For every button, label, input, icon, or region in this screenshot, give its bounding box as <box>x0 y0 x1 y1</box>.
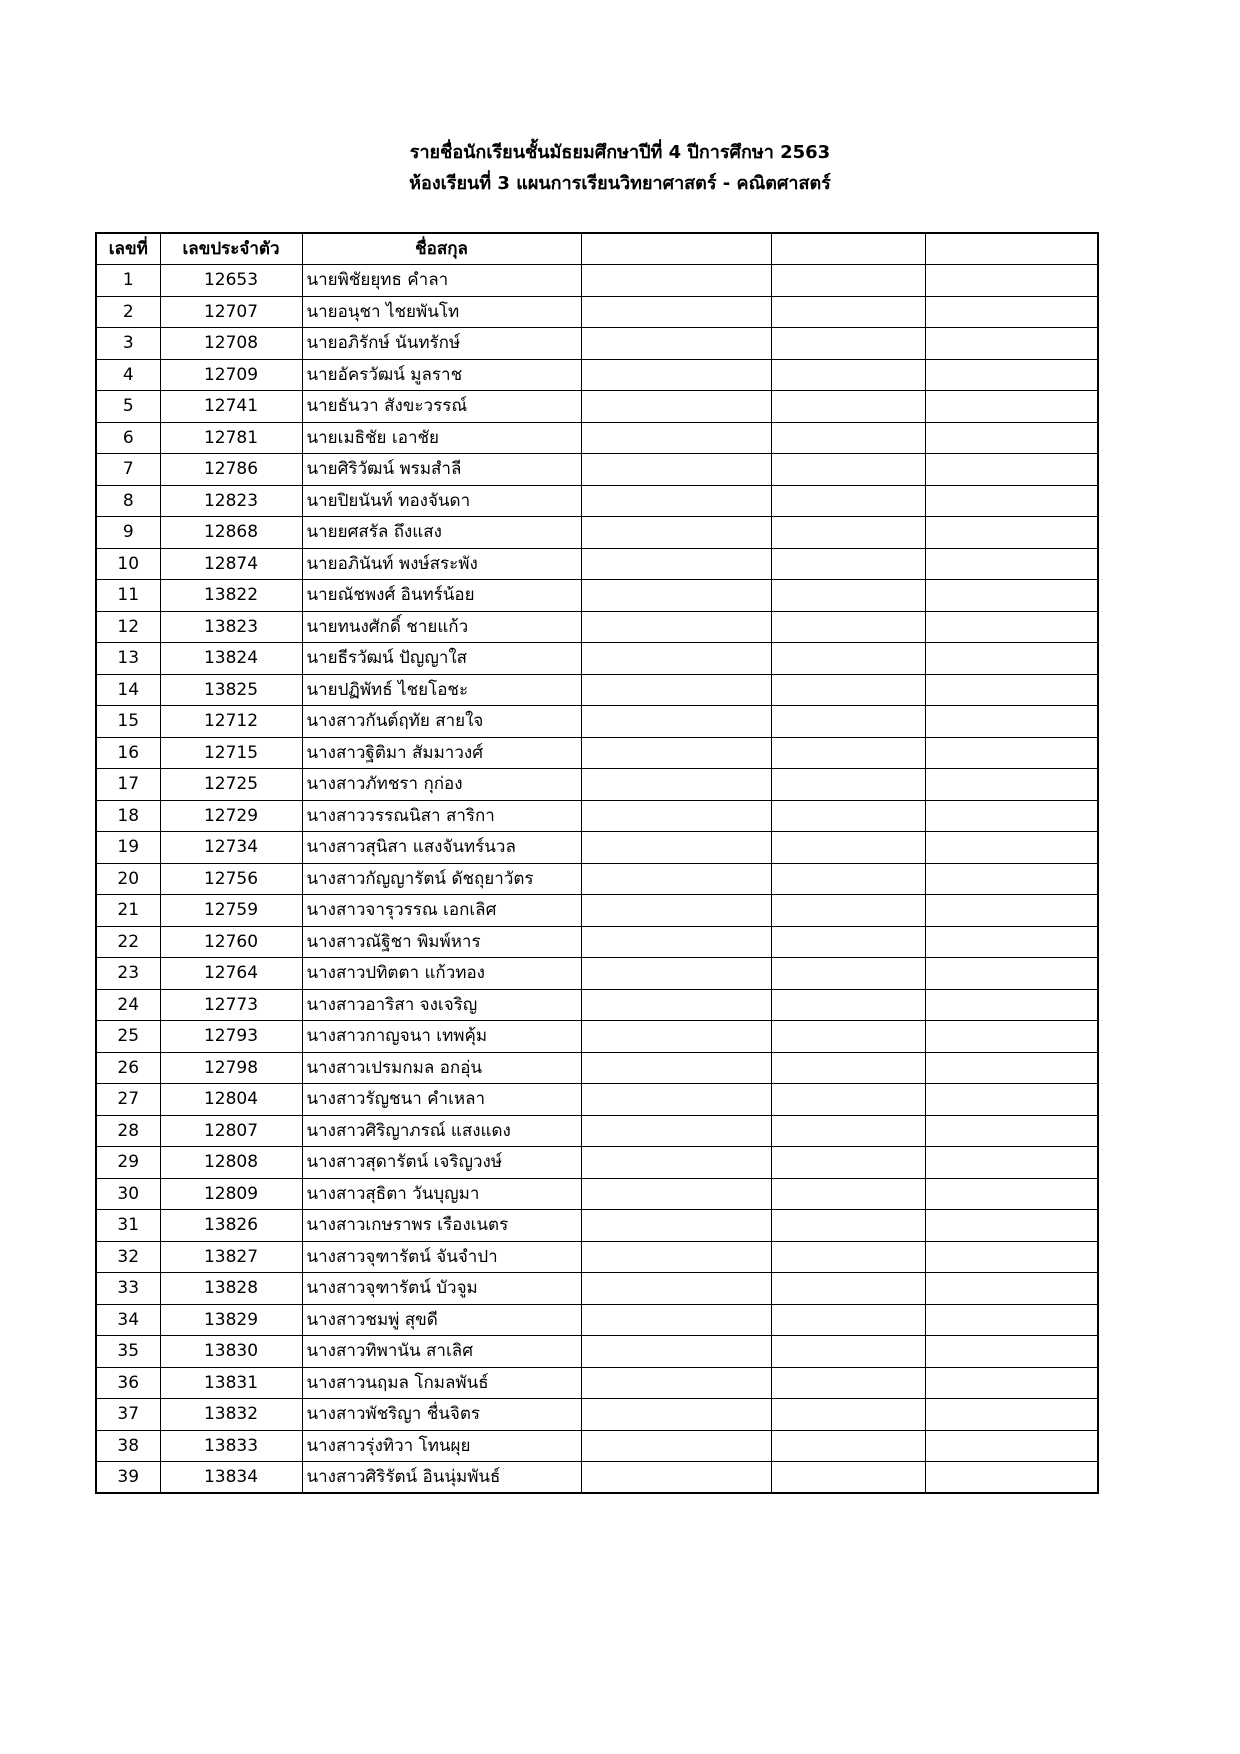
blank-cell <box>771 1336 925 1368</box>
student-id-cell: 12725 <box>160 769 302 801</box>
blank-cell <box>925 1462 1098 1494</box>
blank-cell <box>771 422 925 454</box>
table-row <box>96 1021 1098 1053</box>
student-name-cell: นางสาววรรณนิสา สาริกา <box>302 800 581 832</box>
student-id-cell: 13830 <box>160 1336 302 1368</box>
blank-cell <box>771 1021 925 1053</box>
blank-cell <box>925 737 1098 769</box>
blank-cell <box>925 863 1098 895</box>
row-number-cell: 20 <box>96 863 160 895</box>
row-number-cell: 10 <box>96 548 160 580</box>
table-row <box>96 832 1098 864</box>
blank-cell <box>581 580 771 612</box>
table-row <box>96 1462 1098 1494</box>
blank-cell <box>925 800 1098 832</box>
blank-cell <box>925 1304 1098 1336</box>
blank-cell <box>581 863 771 895</box>
blank-cell <box>581 643 771 675</box>
table-row <box>96 611 1098 643</box>
student-name-cell: นางสาวศิริญาภรณ์ แสงแดง <box>302 1115 581 1147</box>
blank-cell <box>581 454 771 486</box>
student-name-cell: นางสาวสุธิตา วันบุญมา <box>302 1178 581 1210</box>
student-name-cell: นางสาวภัทชรา กุก่อง <box>302 769 581 801</box>
row-number-cell: 25 <box>96 1021 160 1053</box>
student-name-cell: นายปฏิพัทธ์ ไชยโอชะ <box>302 674 581 706</box>
row-number-cell: 18 <box>96 800 160 832</box>
blank-cell <box>581 391 771 423</box>
table-row <box>96 485 1098 517</box>
student-id-cell: 12874 <box>160 548 302 580</box>
blank-cell <box>771 1147 925 1179</box>
student-id-cell: 12759 <box>160 895 302 927</box>
blank-cell <box>581 1147 771 1179</box>
student-name-cell: นายณัชพงศ์ อินทร์น้อย <box>302 580 581 612</box>
blank-cell <box>925 1399 1098 1431</box>
blank-cell <box>581 422 771 454</box>
blank-cell <box>581 800 771 832</box>
row-number-cell: 33 <box>96 1273 160 1305</box>
row-number-cell: 7 <box>96 454 160 486</box>
student-id-cell: 12808 <box>160 1147 302 1179</box>
student-id-cell: 12734 <box>160 832 302 864</box>
row-number-cell: 13 <box>96 643 160 675</box>
student-name-cell: นางสาวกัญญารัตน์ ดัชถุยาวัตร <box>302 863 581 895</box>
row-number-cell: 38 <box>96 1430 160 1462</box>
student-id-cell: 13832 <box>160 1399 302 1431</box>
table-row <box>96 863 1098 895</box>
row-number-cell: 2 <box>96 296 160 328</box>
blank-cell <box>581 1304 771 1336</box>
row-number-cell: 24 <box>96 989 160 1021</box>
blank-cell <box>771 454 925 486</box>
table-row <box>96 800 1098 832</box>
blank-cell <box>581 1399 771 1431</box>
document-title: รายชื่อนักเรียนชั้นมัธยมศึกษาปีที่ 4 ปีการศึกษา 2563 <box>409 142 831 163</box>
student-id-cell: 12804 <box>160 1084 302 1116</box>
student-id-cell: 12823 <box>160 485 302 517</box>
student-name-cell: นางสาวรัญชนา คำเหลา <box>302 1084 581 1116</box>
blank-cell <box>925 1210 1098 1242</box>
blank-cell <box>771 769 925 801</box>
blank-cell <box>581 958 771 990</box>
row-number-cell: 12 <box>96 611 160 643</box>
student-name-cell: นางสาวสุนิสา แสงจันทร์นวล <box>302 832 581 864</box>
blank-cell <box>581 1115 771 1147</box>
blank-cell <box>771 643 925 675</box>
blank-cell <box>771 989 925 1021</box>
student-id-cell: 13829 <box>160 1304 302 1336</box>
blank-cell <box>581 832 771 864</box>
table-row <box>96 454 1098 486</box>
blank-cell <box>925 674 1098 706</box>
student-name-cell: นางสาวนฤมล โกมลพันธ์ <box>302 1367 581 1399</box>
student-id-cell: 13824 <box>160 643 302 675</box>
header-student-id: เลขประจำตัว <box>160 233 302 265</box>
student-name-cell: นางสาวสุดารัตน์ เจริญวงษ์ <box>302 1147 581 1179</box>
blank-cell <box>771 706 925 738</box>
row-number-cell: 19 <box>96 832 160 864</box>
row-number-cell: 28 <box>96 1115 160 1147</box>
row-number-cell: 22 <box>96 926 160 958</box>
row-number-cell: 26 <box>96 1052 160 1084</box>
student-name-cell: นางสาวรุ่งทิวา โทนผุย <box>302 1430 581 1462</box>
row-number-cell: 16 <box>96 737 160 769</box>
blank-cell <box>771 1399 925 1431</box>
blank-cell <box>581 1336 771 1368</box>
table-row <box>96 580 1098 612</box>
table-row <box>96 737 1098 769</box>
student-name-cell: นางสาวปทิตตา แก้วทอง <box>302 958 581 990</box>
student-id-cell: 13826 <box>160 1210 302 1242</box>
row-number-cell: 29 <box>96 1147 160 1179</box>
student-id-cell: 12793 <box>160 1021 302 1053</box>
row-number-cell: 23 <box>96 958 160 990</box>
table-row <box>96 517 1098 549</box>
blank-cell <box>581 296 771 328</box>
table-row <box>96 1084 1098 1116</box>
blank-cell <box>925 706 1098 738</box>
blank-cell <box>925 580 1098 612</box>
row-number-cell: 39 <box>96 1462 160 1494</box>
blank-cell <box>771 926 925 958</box>
student-name-cell: นายศิริวัฒน์ พรมสำลี <box>302 454 581 486</box>
row-number-cell: 31 <box>96 1210 160 1242</box>
blank-cell <box>925 296 1098 328</box>
row-number-cell: 3 <box>96 328 160 360</box>
blank-cell <box>925 454 1098 486</box>
row-number-cell: 27 <box>96 1084 160 1116</box>
blank-cell <box>771 485 925 517</box>
table-row <box>96 359 1098 391</box>
blank-cell <box>581 359 771 391</box>
table-row <box>96 769 1098 801</box>
blank-cell <box>581 737 771 769</box>
student-id-cell: 12729 <box>160 800 302 832</box>
table-row <box>96 1115 1098 1147</box>
blank-cell <box>925 422 1098 454</box>
blank-cell <box>925 1178 1098 1210</box>
blank-cell <box>771 391 925 423</box>
table-row <box>96 1147 1098 1179</box>
student-id-cell: 12773 <box>160 989 302 1021</box>
blank-cell <box>925 391 1098 423</box>
blank-cell <box>925 485 1098 517</box>
blank-cell <box>925 517 1098 549</box>
blank-cell <box>771 737 925 769</box>
blank-cell <box>771 611 925 643</box>
blank-cell <box>581 1367 771 1399</box>
blank-cell <box>771 800 925 832</box>
row-number-cell: 34 <box>96 1304 160 1336</box>
document-subtitle: ห้องเรียนที่ 3 แผนการเรียนวิทยาศาสตร์ - คณิตศาสตร์ <box>409 173 831 194</box>
blank-cell <box>581 265 771 297</box>
blank-cell <box>771 1304 925 1336</box>
blank-cell <box>581 1052 771 1084</box>
student-name-cell: นายปิยนันท์ ทองจันดา <box>302 485 581 517</box>
student-id-cell: 12709 <box>160 359 302 391</box>
student-id-cell: 13831 <box>160 1367 302 1399</box>
blank-cell <box>771 328 925 360</box>
student-name-cell: นางสาวอาริสา จงเจริญ <box>302 989 581 1021</box>
blank-cell <box>925 548 1098 580</box>
student-name-cell: นางสาวกาญจนา เทพคุ้ม <box>302 1021 581 1053</box>
student-name-cell: นายอัครวัฒน์ มูลราช <box>302 359 581 391</box>
student-name-cell: นางสาวจารุวรรณ เอกเลิศ <box>302 895 581 927</box>
blank-cell <box>925 265 1098 297</box>
blank-cell <box>581 548 771 580</box>
row-number-cell: 17 <box>96 769 160 801</box>
student-name-cell: นางสาวพัชริญา ชื่นจิตร <box>302 1399 581 1431</box>
blank-cell <box>771 863 925 895</box>
blank-cell <box>925 1273 1098 1305</box>
header-number: เลขที่ <box>96 233 160 265</box>
student-name-cell: นายทนงศักดิ์ ชายแก้ว <box>302 611 581 643</box>
student-id-cell: 13825 <box>160 674 302 706</box>
blank-cell <box>925 1241 1098 1273</box>
row-number-cell: 8 <box>96 485 160 517</box>
blank-cell <box>925 989 1098 1021</box>
blank-cell <box>925 1147 1098 1179</box>
table-row <box>96 1336 1098 1368</box>
blank-cell <box>771 580 925 612</box>
student-id-cell: 12868 <box>160 517 302 549</box>
blank-cell <box>581 989 771 1021</box>
blank-cell <box>925 1021 1098 1053</box>
blank-cell <box>771 832 925 864</box>
blank-cell <box>771 1430 925 1462</box>
blank-cell <box>925 1052 1098 1084</box>
table-row <box>96 265 1098 297</box>
blank-cell <box>581 1178 771 1210</box>
blank-cell <box>771 1241 925 1273</box>
blank-cell <box>925 832 1098 864</box>
blank-cell <box>581 926 771 958</box>
student-name-cell: นางสาวฐิติมา สัมมาวงศ์ <box>302 737 581 769</box>
table-row <box>96 1241 1098 1273</box>
student-name-cell: นางสาวกันต์ฤทัย สายใจ <box>302 706 581 738</box>
blank-cell <box>581 1021 771 1053</box>
blank-cell <box>771 265 925 297</box>
header-full-name: ชื่อสกุล <box>302 233 581 265</box>
header-blank-3 <box>925 233 1098 265</box>
table-row <box>96 895 1098 927</box>
blank-cell <box>771 1462 925 1494</box>
table-row <box>96 296 1098 328</box>
header-blank-1 <box>581 233 771 265</box>
student-name-cell: นางสาวเปรมกมล อกอุ่น <box>302 1052 581 1084</box>
blank-cell <box>925 359 1098 391</box>
row-number-cell: 9 <box>96 517 160 549</box>
table-row <box>96 1052 1098 1084</box>
row-number-cell: 14 <box>96 674 160 706</box>
student-name-cell: นางสาวศิริรัตน์ อินนุ่มพันธ์ <box>302 1462 581 1494</box>
blank-cell <box>771 1273 925 1305</box>
student-id-cell: 12760 <box>160 926 302 958</box>
blank-cell <box>771 1115 925 1147</box>
table-body <box>96 265 1098 1494</box>
blank-cell <box>581 769 771 801</box>
student-name-cell: นายอภิรักษ์ นันทรักษ์ <box>302 328 581 360</box>
student-id-cell: 12707 <box>160 296 302 328</box>
student-id-cell: 12786 <box>160 454 302 486</box>
table-row <box>96 548 1098 580</box>
blank-cell <box>771 674 925 706</box>
table-row <box>96 1178 1098 1210</box>
blank-cell <box>581 1273 771 1305</box>
table-row <box>96 1430 1098 1462</box>
student-id-cell: 12764 <box>160 958 302 990</box>
student-id-cell: 13828 <box>160 1273 302 1305</box>
student-id-cell: 13827 <box>160 1241 302 1273</box>
row-number-cell: 5 <box>96 391 160 423</box>
blank-cell <box>925 1115 1098 1147</box>
student-id-cell: 12807 <box>160 1115 302 1147</box>
student-name-cell: นายเมธิชัย เอาชัย <box>302 422 581 454</box>
student-id-cell: 12715 <box>160 737 302 769</box>
student-id-cell: 12712 <box>160 706 302 738</box>
blank-cell <box>771 958 925 990</box>
row-number-cell: 4 <box>96 359 160 391</box>
row-number-cell: 11 <box>96 580 160 612</box>
blank-cell <box>581 485 771 517</box>
blank-cell <box>581 328 771 360</box>
table-row <box>96 674 1098 706</box>
row-number-cell: 35 <box>96 1336 160 1368</box>
table-row <box>96 643 1098 675</box>
row-number-cell: 30 <box>96 1178 160 1210</box>
row-number-cell: 32 <box>96 1241 160 1273</box>
blank-cell <box>925 1084 1098 1116</box>
table-row <box>96 1273 1098 1305</box>
blank-cell <box>771 1052 925 1084</box>
student-name-cell: นางสาวจุฑารัตน์ จันจำปา <box>302 1241 581 1273</box>
blank-cell <box>925 1430 1098 1462</box>
blank-cell <box>771 296 925 328</box>
student-name-cell: นายอนุชา ไชยพันโท <box>302 296 581 328</box>
student-id-cell: 12756 <box>160 863 302 895</box>
table-row <box>96 958 1098 990</box>
blank-cell <box>925 1367 1098 1399</box>
blank-cell <box>771 517 925 549</box>
blank-cell <box>771 1178 925 1210</box>
table-row <box>96 926 1098 958</box>
blank-cell <box>925 895 1098 927</box>
student-id-cell: 12798 <box>160 1052 302 1084</box>
blank-cell <box>581 1462 771 1494</box>
row-number-cell: 1 <box>96 265 160 297</box>
student-name-cell: นางสาวเกษราพร เรืองเนตร <box>302 1210 581 1242</box>
table-row <box>96 1210 1098 1242</box>
row-number-cell: 36 <box>96 1367 160 1399</box>
blank-cell <box>771 1210 925 1242</box>
table-row <box>96 1399 1098 1431</box>
student-name-cell: นางสาวทิพานัน สาเลิศ <box>302 1336 581 1368</box>
student-id-cell: 12809 <box>160 1178 302 1210</box>
blank-cell <box>925 611 1098 643</box>
student-id-cell: 13822 <box>160 580 302 612</box>
row-number-cell: 21 <box>96 895 160 927</box>
student-id-cell: 13834 <box>160 1462 302 1494</box>
student-id-cell: 12781 <box>160 422 302 454</box>
table-row <box>96 706 1098 738</box>
student-name-cell: นางสาวชมพู่ สุขดี <box>302 1304 581 1336</box>
table-row <box>96 328 1098 360</box>
blank-cell <box>925 1336 1098 1368</box>
blank-cell <box>581 1241 771 1273</box>
row-number-cell: 6 <box>96 422 160 454</box>
blank-cell <box>581 517 771 549</box>
blank-cell <box>771 548 925 580</box>
student-id-cell: 12653 <box>160 265 302 297</box>
student-roster-table <box>95 232 1099 1494</box>
blank-cell <box>925 769 1098 801</box>
table-header-row <box>96 233 1098 265</box>
blank-cell <box>581 1084 771 1116</box>
student-name-cell: นายพิชัยยุทธ คำลา <box>302 265 581 297</box>
student-name-cell: นายธีรวัฒน์ ปัญญาใส <box>302 643 581 675</box>
student-name-cell: นางสาวจุฑารัตน์ บัวจูม <box>302 1273 581 1305</box>
student-name-cell: นายยศสรัล ถึงแสง <box>302 517 581 549</box>
student-name-cell: นางสาวณัฐิชา พิมพ์หาร <box>302 926 581 958</box>
blank-cell <box>581 1210 771 1242</box>
blank-cell <box>925 958 1098 990</box>
blank-cell <box>581 706 771 738</box>
student-name-cell: นายธันวา สังขะวรรณ์ <box>302 391 581 423</box>
table-row <box>96 1367 1098 1399</box>
blank-cell <box>581 674 771 706</box>
header-blank-2 <box>771 233 925 265</box>
table-row <box>96 989 1098 1021</box>
blank-cell <box>581 1430 771 1462</box>
blank-cell <box>771 359 925 391</box>
table-row <box>96 1304 1098 1336</box>
blank-cell <box>581 611 771 643</box>
student-id-cell: 13833 <box>160 1430 302 1462</box>
blank-cell <box>771 1367 925 1399</box>
blank-cell <box>925 926 1098 958</box>
row-number-cell: 15 <box>96 706 160 738</box>
student-id-cell: 12708 <box>160 328 302 360</box>
row-number-cell: 37 <box>96 1399 160 1431</box>
blank-cell <box>925 643 1098 675</box>
blank-cell <box>581 895 771 927</box>
table-row <box>96 422 1098 454</box>
blank-cell <box>771 1084 925 1116</box>
student-name-cell: นายอภินันท์ พงษ์สระพัง <box>302 548 581 580</box>
student-id-cell: 12741 <box>160 391 302 423</box>
blank-cell <box>925 328 1098 360</box>
blank-cell <box>771 895 925 927</box>
table-row <box>96 391 1098 423</box>
student-id-cell: 13823 <box>160 611 302 643</box>
